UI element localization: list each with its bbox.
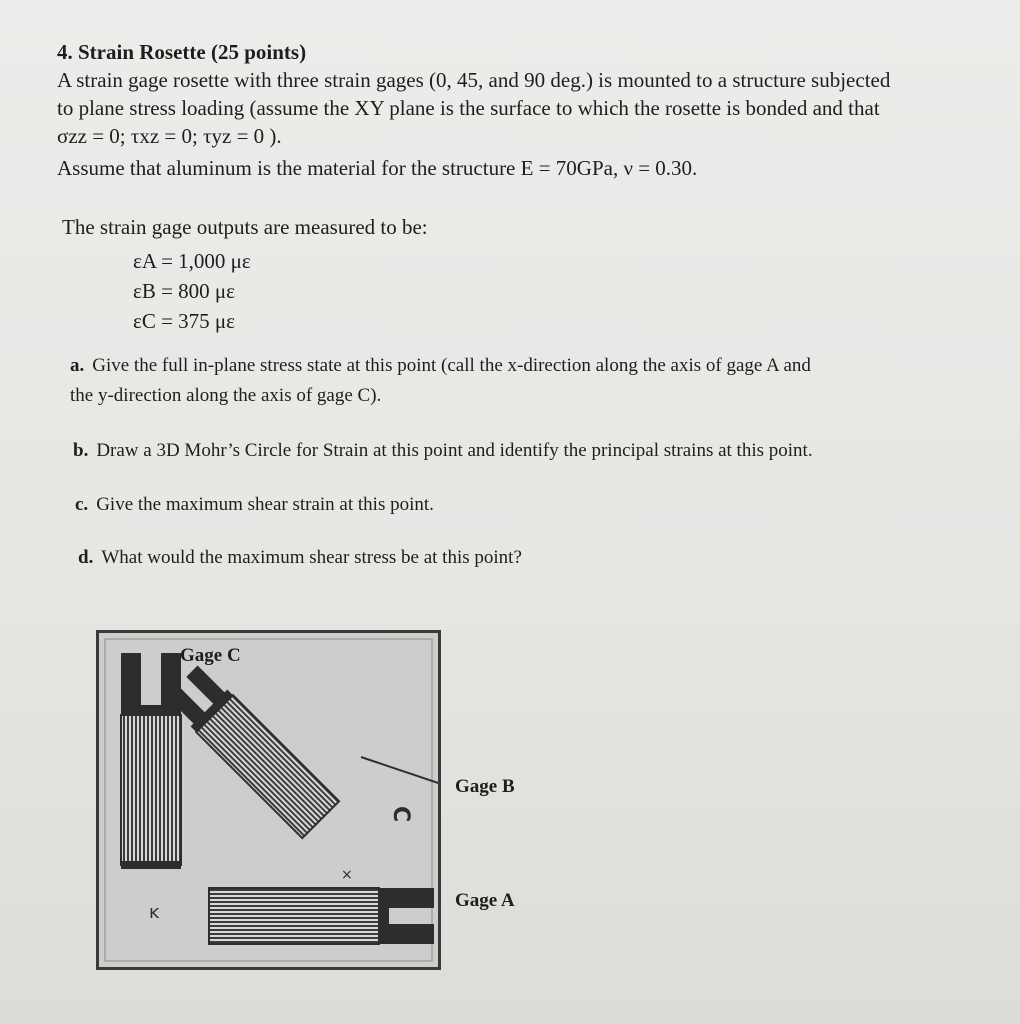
problem-line-2: to plane stress loading (assume the XY plane is the surface to which the rosette is bonded and that: [57, 96, 880, 120]
problem-line-1: A strain gage rosette with three strain gages (0, 45, and 90 deg.) is mounted to a structure subjected: [57, 68, 891, 92]
question-b-text: Draw a 3D Mohr’s Circle for Strain at this point and identify the principal strains at this point.: [96, 440, 813, 461]
question-a-text-2: the y-direction along the axis of gage C).: [70, 385, 382, 406]
question-c: [75, 494, 434, 516]
question-a: [70, 355, 811, 377]
question-a-cont: [70, 385, 381, 407]
problem-heading: 4. Strain Rosette (25 points): [57, 40, 307, 64]
question-b: [73, 440, 813, 462]
strain-c: εC = 375 με: [133, 309, 235, 333]
question-c-text: Give the maximum shear strain at this point.: [96, 494, 434, 515]
gage-b-label: Gage B: [455, 776, 515, 797]
problem-line-3: σzz = 0; τxz = 0; τyz = 0 ).: [57, 124, 282, 148]
question-d: [78, 547, 522, 569]
gage-c-label: Gage C: [180, 645, 241, 666]
gage-a-label: Gage A: [455, 890, 515, 911]
problem-line-4: Assume that aluminum is the material for the structure E = 70GPa, ν = 0.30.: [57, 156, 698, 180]
svg-text:ĸ: ĸ: [149, 902, 160, 923]
strain-intro: The strain gage outputs are measured to be:: [62, 215, 428, 239]
question-a-label: a.: [70, 355, 85, 376]
question-c-label: c.: [75, 494, 89, 515]
question-d-label: d.: [78, 547, 94, 568]
svg-text:×: ×: [341, 867, 353, 883]
strain-a: εA = 1,000 με: [133, 249, 251, 273]
question-d-text: What would the maximum shear stress be at this point?: [101, 547, 522, 568]
rosette-figure: [96, 630, 441, 970]
svg-text:C: C: [388, 806, 413, 823]
rosette-drawing: [99, 633, 438, 967]
strain-b: εB = 800 με: [133, 279, 235, 303]
question-a-text-1: Give the full in-plane stress state at this point (call the x-direction along the axis of gage A and: [92, 355, 811, 376]
question-b-label: b.: [73, 440, 89, 461]
